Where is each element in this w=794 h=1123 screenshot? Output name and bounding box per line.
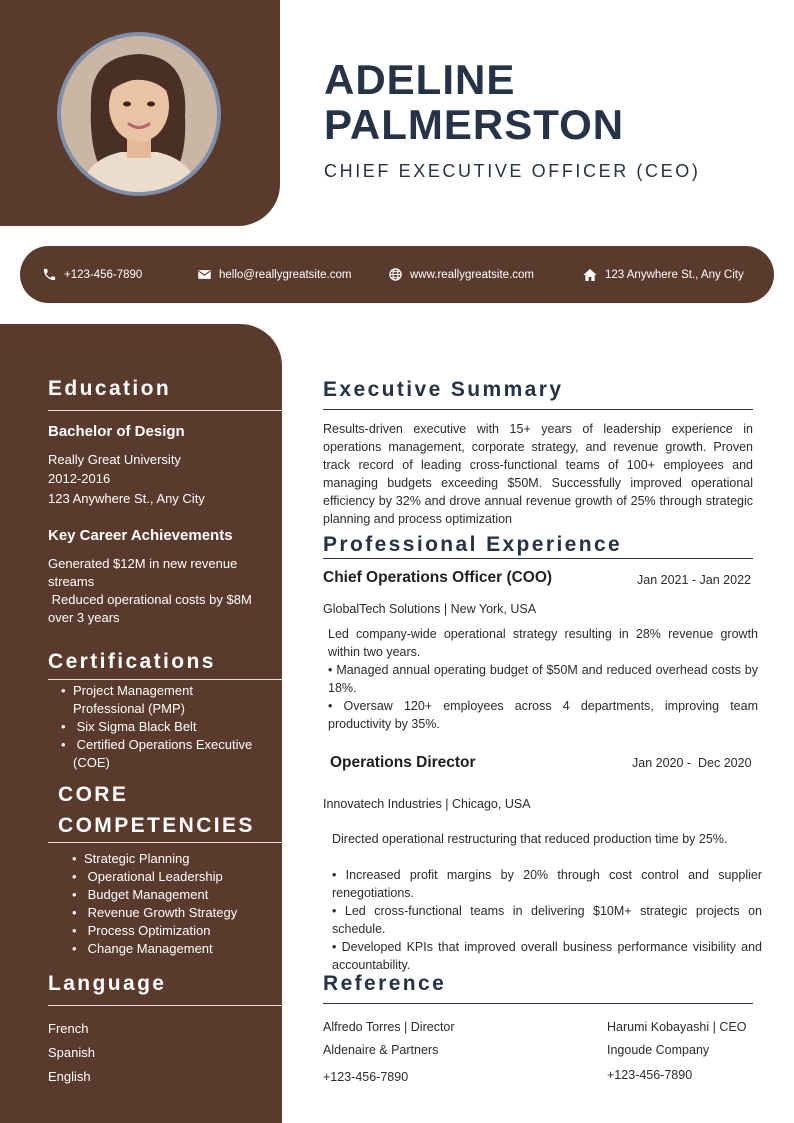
language-item: French — [48, 1021, 89, 1036]
achievements-heading: Key Career Achievements — [48, 527, 233, 544]
home-icon — [582, 267, 598, 283]
reference-divider — [323, 1003, 753, 1004]
summary-divider — [323, 409, 753, 410]
job-description: Led company-wide operational strategy resulting in 28% revenue growth within two years. — [328, 627, 758, 659]
education-years: 2012-2016 — [48, 471, 111, 486]
contact-bar — [20, 246, 774, 303]
candidate-title: CHIEF EXECUTIVE OFFICER (CEO) — [324, 161, 701, 181]
achievement-line: over 3 years — [48, 610, 120, 625]
education-location: 123 Anywhere St., Any City — [48, 491, 205, 506]
education-divider — [48, 410, 282, 411]
job-bullet: • Increased profit margins by 20% through cost control and supplier renegotiations. — [332, 868, 762, 900]
contact-website[interactable] — [388, 246, 534, 303]
certifications-list — [73, 682, 252, 772]
competency-item: • Strategic Planning — [84, 850, 237, 868]
language-divider — [48, 1005, 282, 1006]
email-text: hello@reallygreatsite.com — [219, 268, 352, 281]
reference-heading: Reference — [323, 972, 447, 995]
certifications-heading: Certifications — [48, 650, 216, 673]
job-bullet: • Managed annual operating budget of $50M and reduced overhead costs by 18%. — [328, 663, 758, 695]
email-icon — [197, 267, 212, 282]
summary-heading: Executive Summary — [323, 378, 564, 401]
competency-item: • Operational Leadership — [84, 868, 237, 886]
competencies-divider — [48, 842, 282, 843]
certification-item: • Six Sigma Black Belt — [73, 718, 252, 736]
certifications-divider — [48, 679, 282, 680]
certification-item: • Project Management Professional (PMP) — [73, 682, 252, 718]
job-dates: Jan 2020 - Dec 2020 — [632, 756, 752, 770]
competencies-list — [84, 850, 237, 958]
job-description: Directed operational restructuring that reduced production time by 25%. — [332, 832, 728, 846]
job-bullet: • Led cross-functional teams in delivering $10M+ strategic projects on schedule. — [332, 904, 762, 936]
competency-item: • Change Management — [84, 940, 237, 958]
address-text: 123 Anywhere St., Any City — [605, 268, 744, 281]
reference-phone: +123-456-7890 — [323, 1070, 409, 1084]
phone-text: +123-456-7890 — [64, 268, 143, 281]
language-heading: Language — [48, 972, 167, 995]
language-item: Spanish — [48, 1045, 95, 1060]
competency-item: • Revenue Growth Strategy — [84, 904, 237, 922]
job-dates: Jan 2021 - Jan 2022 — [637, 573, 751, 587]
competency-item: • Process Optimization — [84, 922, 237, 940]
job-company: GlobalTech Solutions | New York, USA — [323, 602, 537, 616]
globe-icon — [388, 267, 403, 282]
reference-company: Ingoude Company — [607, 1043, 710, 1057]
candidate-name — [324, 58, 624, 147]
job-title: Chief Operations Officer (COO) — [323, 569, 553, 586]
reference-name: Alfredo Torres | Director — [323, 1020, 455, 1034]
sidebar — [0, 324, 282, 1123]
language-item: English — [48, 1069, 91, 1084]
profile-photo — [61, 36, 217, 192]
certification-item: • Certified Operations Executive (COE) — [73, 736, 252, 772]
job-company: Innovatech Industries | Chicago, USA — [323, 797, 531, 811]
job-bullet: • Oversaw 120+ employees across 4 departments, improving team productivity by 35%. — [328, 699, 758, 731]
achievement-line: streams — [48, 574, 95, 589]
contact-email[interactable] — [197, 246, 351, 303]
name-line-1: ADELINE — [324, 56, 516, 103]
job-title: Operations Director — [330, 754, 476, 771]
name-line-2: PALMERSTON — [324, 100, 625, 148]
job-bullet: • Developed KPIs that improved overall business performance visibility and accountability. — [332, 940, 762, 972]
competencies-heading-line-1: CORE — [58, 783, 129, 806]
education-heading: Education — [48, 377, 172, 400]
portrait-image — [61, 36, 217, 192]
competencies-heading-line-2: COMPETENCIES — [58, 814, 255, 837]
education-degree: Bachelor of Design — [48, 423, 185, 440]
achievement-line: Generated $12M in new revenue — [48, 556, 238, 571]
reference-name: Harumi Kobayashi | CEO — [607, 1020, 747, 1034]
reference-phone: +123-456-7890 — [607, 1068, 693, 1082]
contact-address — [582, 246, 744, 303]
profile-photo-frame — [57, 32, 221, 196]
reference-company: Aldenaire & Partners — [323, 1043, 439, 1057]
summary-text: Results-driven executive with 15+ years of leadership experience in operations management, corporate strategy, and revenue growth. Proven track record of leading cross-functional teams of 100+ employees and managing budgets exceeding $50M. Successfully improved operational efficiency by 32% and drove annual revenue growth of 25% through strategic planning and process optimization — [323, 422, 753, 526]
education-school: Really Great University — [48, 452, 181, 467]
website-text: www.reallygreatsite.com — [410, 268, 534, 281]
experience-divider — [323, 558, 753, 559]
achievement-line: Reduced operational costs by $8M — [48, 592, 252, 607]
competency-item: • Budget Management — [84, 886, 237, 904]
experience-heading: Professional Experience — [323, 533, 623, 556]
contact-phone[interactable] — [42, 246, 142, 303]
phone-icon — [42, 267, 57, 282]
